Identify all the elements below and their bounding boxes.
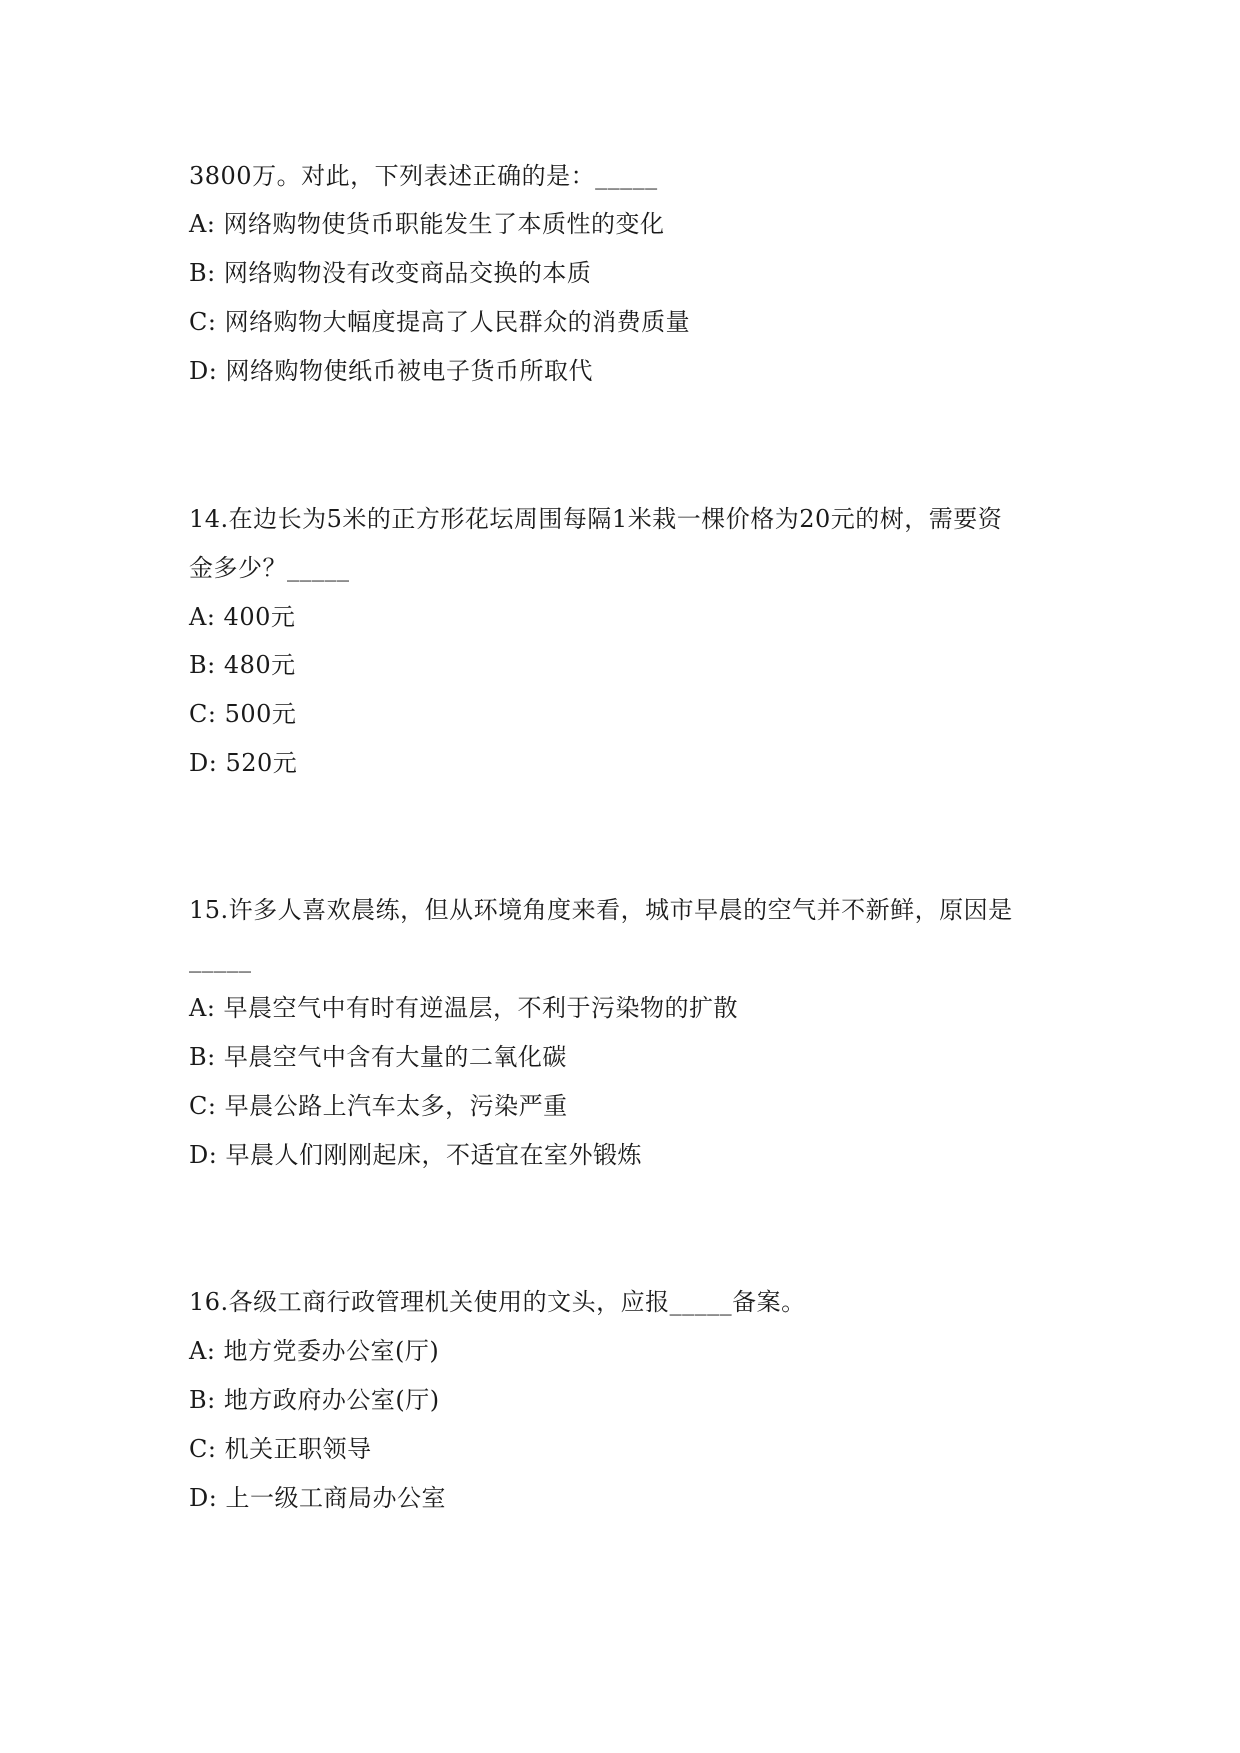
q16-stem: 16.各级工商行政管理机关使用的文头，应报_____备案。	[189, 1288, 806, 1316]
q15-option-b: B: 早晨空气中含有大量的二氧化碳	[189, 1043, 567, 1071]
q15-stem-line1: 15.许多人喜欢晨练，但从环境角度来看，城市早晨的空气并不新鲜，原因是	[189, 896, 1013, 924]
q15-option-a: A: 早晨空气中有时有逆温层，不利于污染物的扩散	[189, 994, 739, 1022]
q16-option-a: A: 地方党委办公室(厅)	[189, 1337, 440, 1365]
q14-option-c: C: 500元	[189, 700, 297, 728]
q14-option-b: B: 480元	[189, 651, 296, 679]
q15-option-d: D: 早晨人们刚刚起床，不适宜在室外锻炼	[189, 1141, 642, 1169]
q16-option-c: C: 机关正职领导	[189, 1435, 372, 1463]
q15-option-c: C: 早晨公路上汽车太多，污染严重	[189, 1092, 568, 1120]
q15-stem-line2: _____	[189, 945, 252, 973]
q16-option-b: B: 地方政府办公室(厅)	[189, 1386, 440, 1414]
q13-option-c: C: 网络购物大幅度提高了人民群众的消费质量	[189, 308, 691, 336]
q16-option-d: D: 上一级工商局办公室	[189, 1484, 446, 1512]
q13-option-d: D: 网络购物使纸币被电子货币所取代	[189, 357, 593, 385]
q13-option-a: A: 网络购物使货币职能发生了本质性的变化	[189, 210, 665, 238]
q14-option-d: D: 520元	[189, 749, 298, 777]
q14-stem-line2: 金多少？_____	[189, 554, 350, 582]
q14-stem-line1: 14.在边长为5米的正方形花坛周围每隔1米栽一棵价格为20元的树，需要资	[189, 505, 1003, 533]
q13-option-b: B: 网络购物没有改变商品交换的本质	[189, 259, 592, 287]
q14-option-a: A: 400元	[189, 603, 296, 631]
q13-stem-tail: 3800万。对此，下列表述正确的是：_____	[189, 162, 658, 190]
